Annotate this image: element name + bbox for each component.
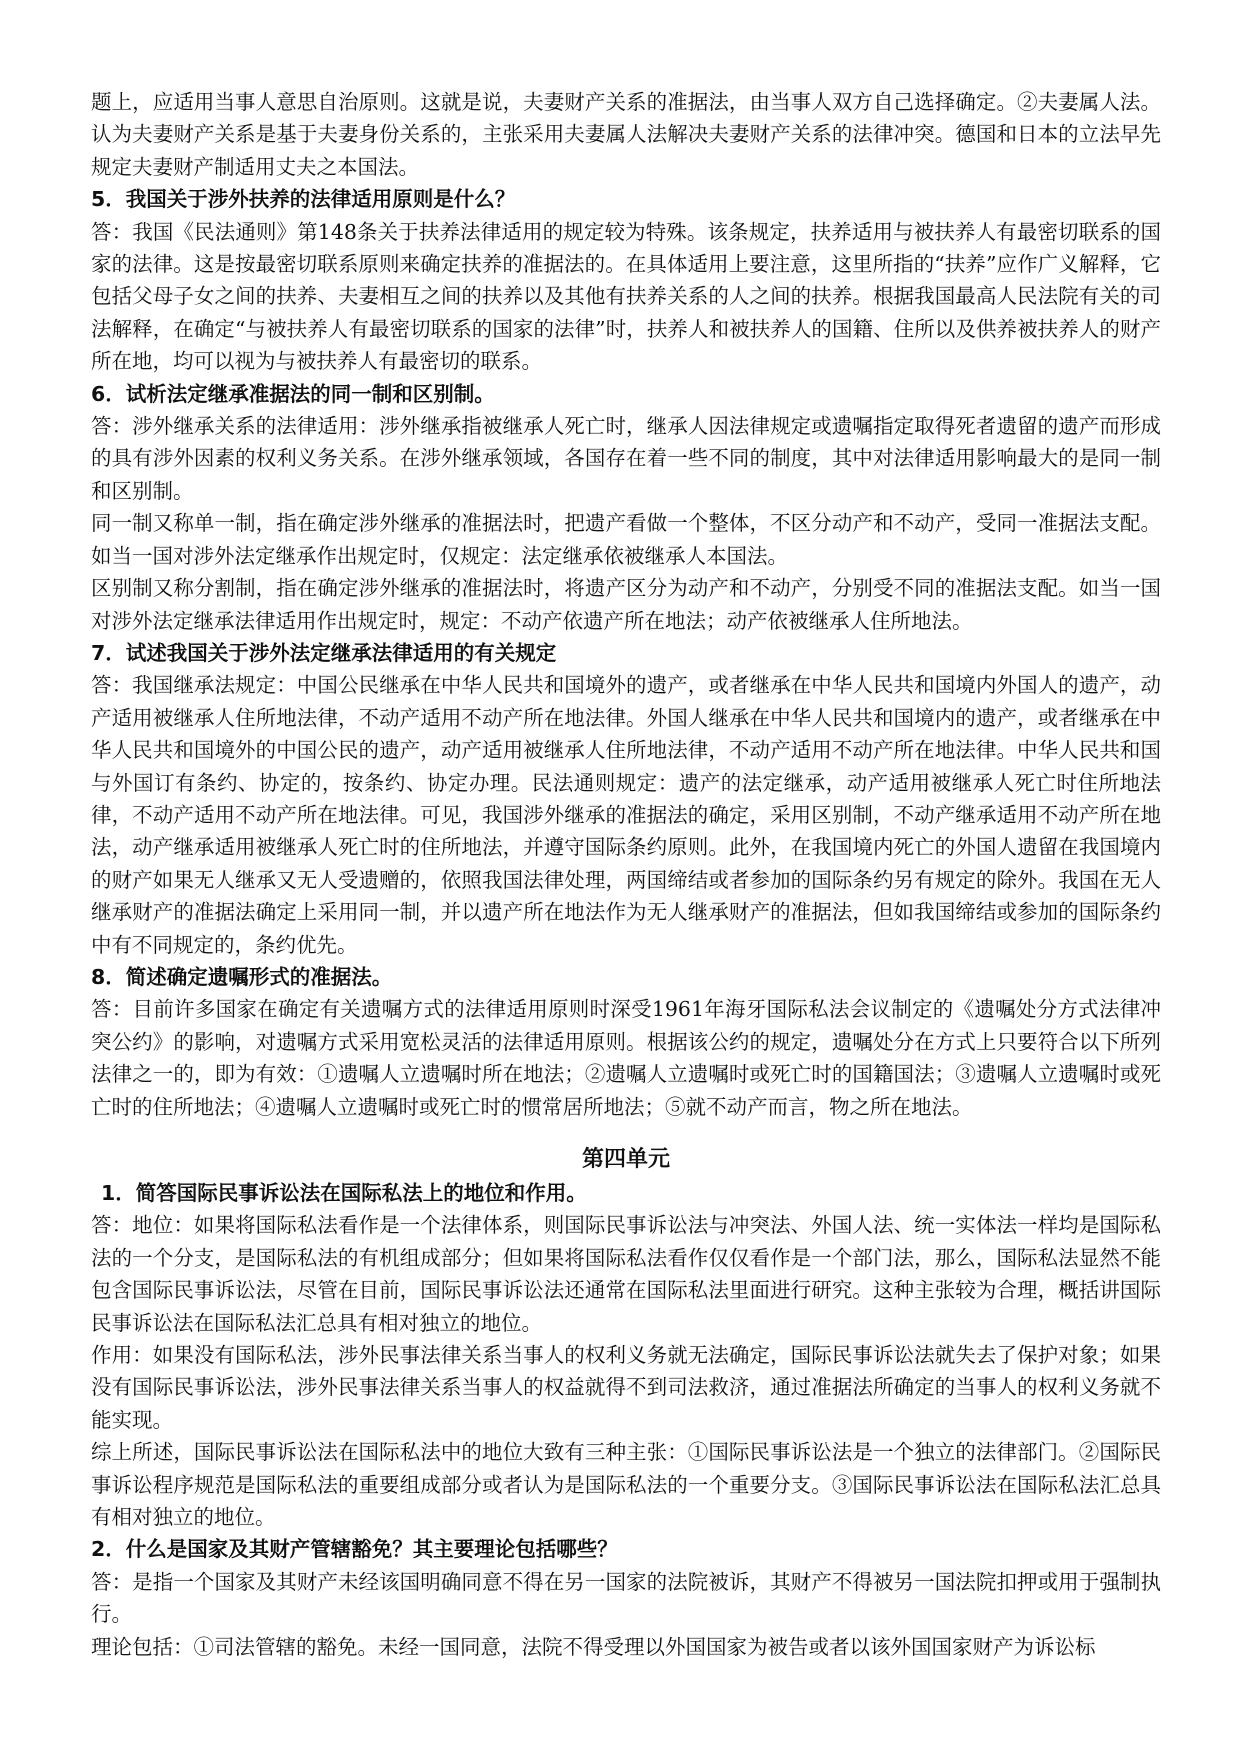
answer-6-paragraph-2: 同一制又称单一制，指在确定涉外继承的准据法时，把遗产看做一个整体，不区分动产和不动产，受同一准据法支配。如当一国对涉外法定继承作出规定时，仅规定：法定继承依被继承人本国法。 [91, 511, 1161, 568]
document-page [91, 86, 1161, 1663]
question-7-heading: 7．试述我国关于涉外法定继承法律适用的有关规定 [91, 640, 557, 665]
answer-8-paragraph: 答：目前许多国家在确定有关遗嘱方式的法律适用原则时深受1961年海牙国际私法会议制定的《遗嘱处分方式法律冲突公约》的影响，对遗嘱方式采用宽松灵活的法律适用原则。根据该公约的规定，遗嘱处分在方式上只要符合以下所列法律之一的，即为有效：①遗嘱人立遗嘱时所在地法；②遗嘱人立遗嘱时或死亡时的国籍国法；③遗嘱人立遗嘱时或死亡时的住所地法；④遗嘱人立遗嘱时或死亡时的惯常居所地法；⑤就不动产而言，物之所在地法。 [91, 997, 1161, 1119]
unit4-answer-1-paragraph-3: 综上所述，国际民事诉讼法在国际私法中的地位大致有三种主张：①国际民事诉讼法是一个独立的法律部门。②国际民事诉讼程序规范是国际私法的重要组成部分或者认为是国际私法的一个重要分支。③国际民事诉讼法在国际私法汇总具有相对独立的地位。 [91, 1440, 1161, 1530]
answer-6-paragraph-1: 答：涉外继承关系的法律适用：涉外继承指被继承人死亡时，继承人因法律规定或遗嘱指定取得死者遗留的遗产而形成的具有涉外因素的权利义务关系。在涉外继承领域，各国存在着一些不同的制度，其中对法律适用影响最大的是同一制和区别制。 [91, 414, 1161, 503]
question-8-heading: 8．简述确定遗嘱形式的准据法。 [91, 964, 393, 989]
unit4-question-2-heading: 2．什么是国家及其财产管辖豁免？其主要理论包括哪些？ [91, 1537, 618, 1562]
question-6-heading: 6．试析法定继承准据法的同一制和区别制。 [91, 381, 495, 406]
answer-5-paragraph: 答：我国《民法通则》第148条关于扶养法律适用的规定较为特殊。该条规定，扶养适用与被扶养人有最密切联系的国家的法律。这是按最密切联系原则来确定扶养的准据法的。在具体适用上要注意，这里所指的“扶养”应作广义解释，它包括父母子女之间的扶养、夫妻相互之间的扶养以及其他有扶养关系的人之间的扶养。根据我国最高人民法院有关的司法解释，在确定“与被扶养人有最密切联系的国家的法律”时，扶养人和被扶养人的国籍、住所以及供养被扶养人的财产所在地，均可以视为与被扶养人有最密切的联系。 [91, 219, 1161, 374]
intro-paragraph: 题上，应适用当事人意思自治原则。这就是说，夫妻财产关系的准据法，由当事人双方自己选择确定。②夫妻属人法。认为夫妻财产关系是基于夫妻身份关系的，主张采用夫妻属人法解决夫妻财产关系的法律冲突。德国和日本的立法早先规定夫妻财产制适用丈夫之本国法。 [91, 90, 1161, 179]
question-5-heading: 5．我国关于涉外扶养的法律适用原则是什么？ [91, 187, 516, 212]
unit4-answer-1-paragraph-1: 答：地位：如果将国际私法看作是一个法律体系，则国际民事诉讼法与冲突法、外国人法、统一实体法一样均是国际私法的一个分支，是国际私法的有机组成部分；但如果将国际私法看作仅仅看作是一个部门法，那么，国际私法显然不能包含国际民事诉讼法，尽管在目前，国际民事诉讼法还通常在国际私法里面进行研究。这种主张较为合理，概括讲国际民事诉讼法在国际私法汇总具有相对独立的地位。 [91, 1213, 1161, 1335]
unit4-answer-2-paragraph-1: 答：是指一个国家及其财产未经该国明确同意不得在另一国家的法院被诉，其财产不得被另一国法院扣押或用于强制执行。 [91, 1569, 1161, 1627]
unit4-question-1-heading: 1．简答国际民事诉讼法在国际私法上的地位和作用。 [101, 1181, 587, 1205]
answer-7-paragraph: 答：我国继承法规定：中国公民继承在中华人民共和国境外的遗产，或者继承在中华人民共和国境内外国人的遗产，动产适用被继承人住所地法律，不动产适用不动产所在地法律。外国人继承在中华人民共和国境内的遗产，或者继承在中华人民共和国境外的中国公民的遗产，动产适用被继承人住所地法律，不动产适用不动产所在地法律。中华人民共和国与外国订有条约、协定的，按条约、协定办理。民法通则规定：遗产的法定继承，动产适用被继承人死亡时住所地法律，不动产适用不动产所在地法律。可见，我国涉外继承的准据法的确定，采用区别制，不动产继承适用不动产所在地法，动产继承适用被继承人死亡时的住所地法，并遵守国际条约原则。此外，在我国境内死亡的外国人遗留在我国境内的财产如果无人继承又无人受遗赠的，依照我国法律处理，两国缔结或者参加的国际条约另有规定的除外。我国在无人继承财产的准据法确定上采用同一制，并以遗产所在地法作为无人继承财产的准据法，但如我国缔结或参加的国际条约中有不同规定的，条约优先。 [91, 673, 1161, 957]
unit-four-title: 第四单元 [581, 1147, 670, 1172]
unit4-answer-2-paragraph-2: 理论包括：①司法管辖的豁免。未经一国同意，法院不得受理以外国国家为被告或者以该外国国家财产为诉讼标 [91, 1634, 1096, 1659]
answer-6-paragraph-3: 区别制又称分割制，指在确定涉外继承的准据法时，将遗产区分为动产和不动产，分别受不同的准据法支配。如当一国对涉外法定继承法律适用作出规定时，规定：不动产依遗产所在地法；动产依被继承人住所地法。 [91, 576, 1161, 633]
unit4-answer-1-paragraph-2: 作用：如果没有国际私法，涉外民事法律关系当事人的权利义务就无法确定，国际民事诉讼法就失去了保护对象；如果没有国际民事诉讼法，涉外民事法律关系当事人的权益就得不到司法救济，通过准据法所确定的当事人的权利义务就不能实现。 [91, 1343, 1161, 1432]
